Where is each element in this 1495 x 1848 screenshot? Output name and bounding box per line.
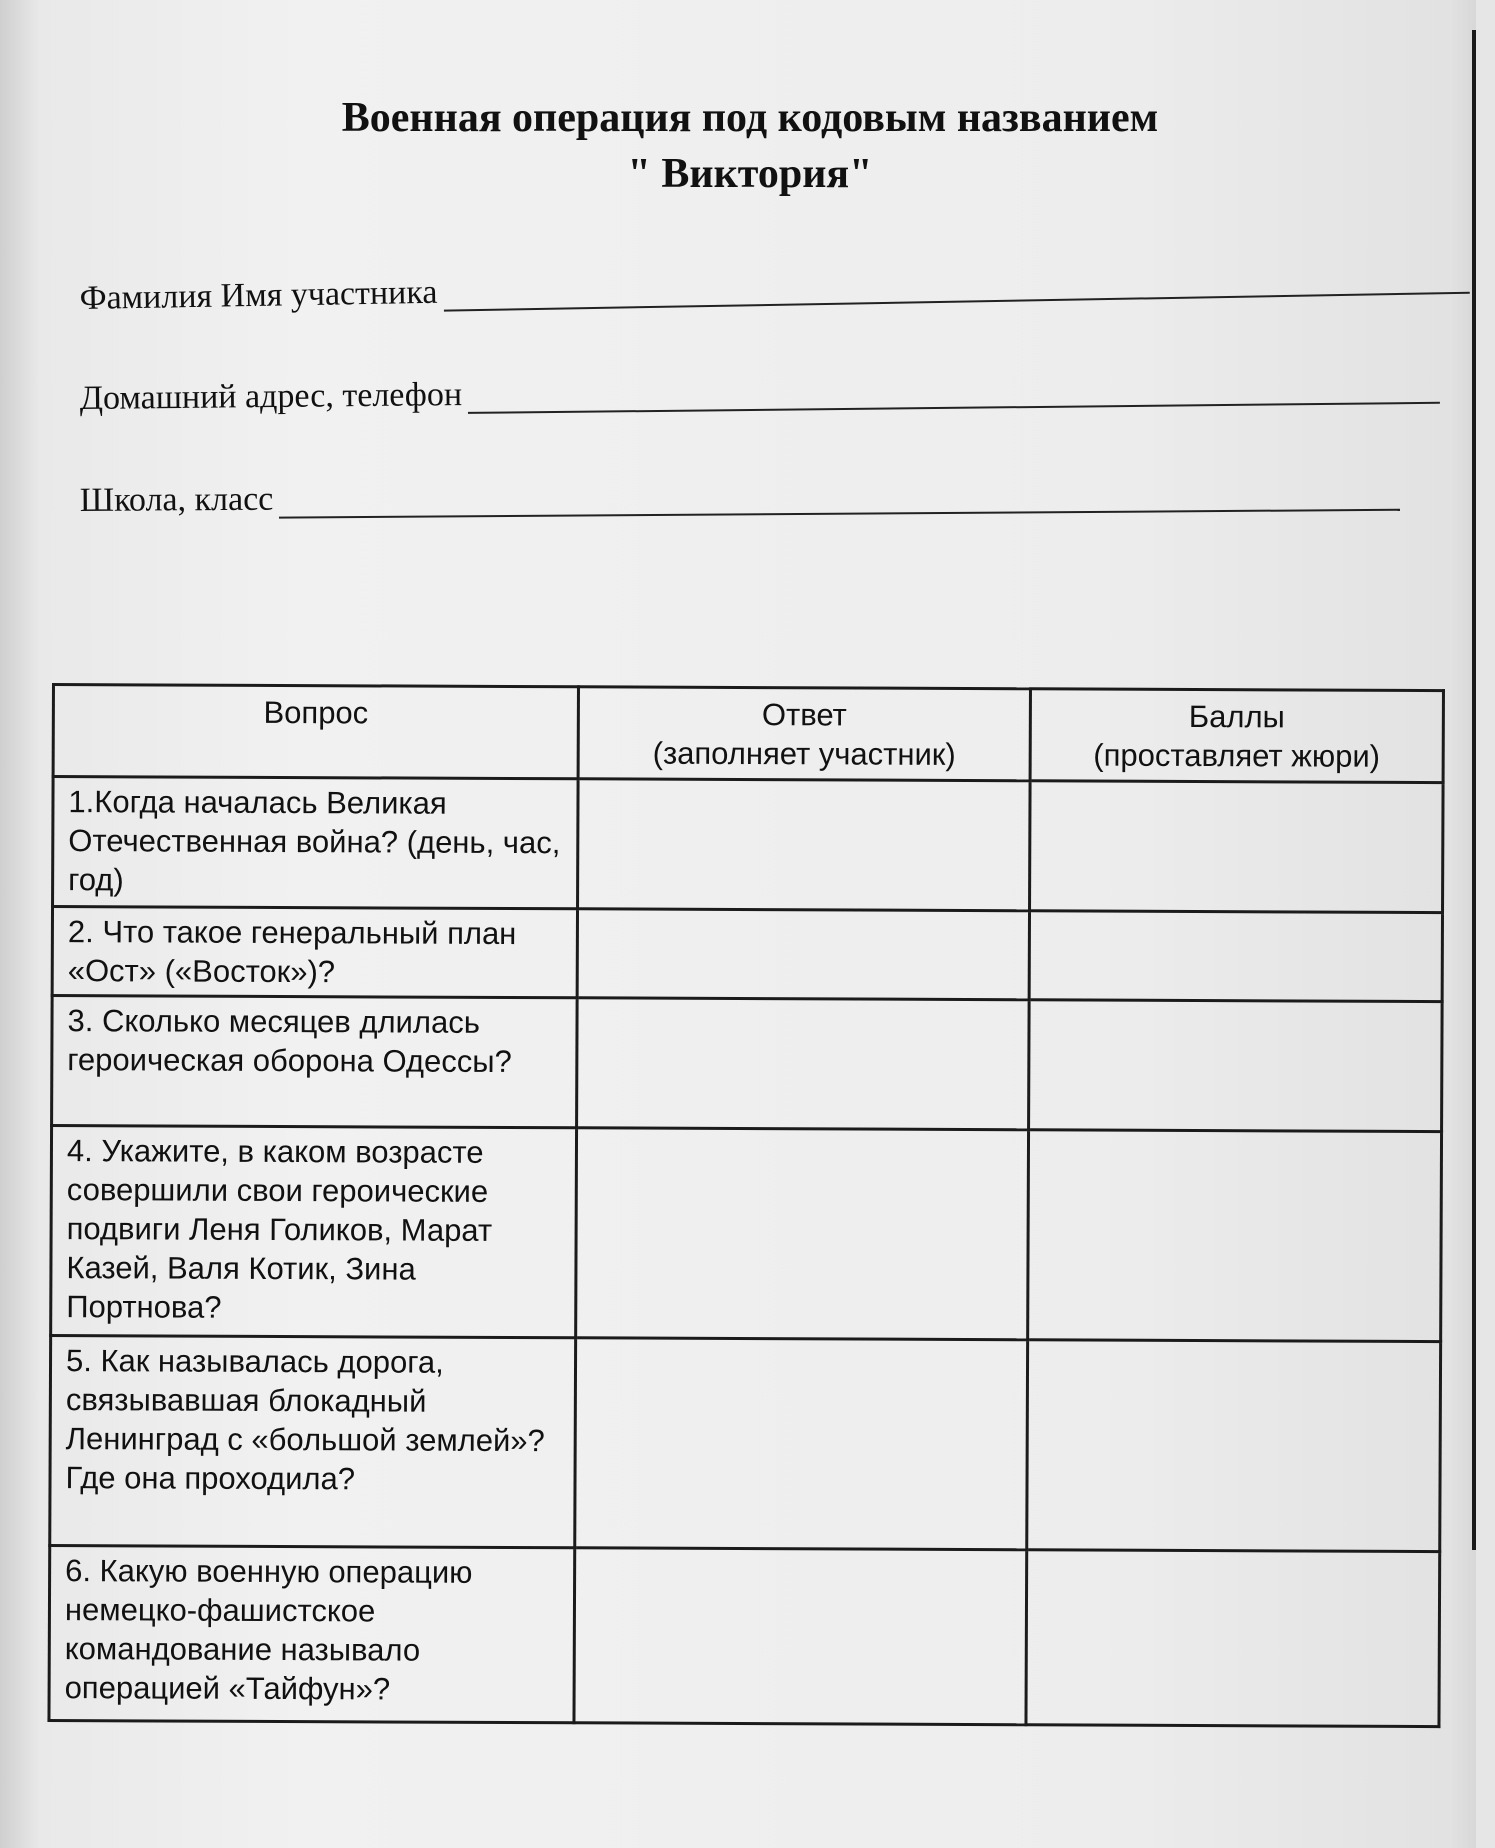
title-line-2: " Виктория" [627, 151, 873, 197]
school-class-field [80, 451, 1400, 520]
page-border-line [1472, 30, 1476, 1550]
table-row [52, 907, 1442, 1002]
score-cell[interactable] [1029, 911, 1442, 1002]
question-cell: 1.Когда началась Великая Отечественная война? (день, час, год) [53, 777, 579, 909]
school-class-blank[interactable] [279, 473, 1400, 519]
score-cell[interactable] [1029, 1000, 1443, 1132]
question-cell: 2. Что такое генеральный план «Ост» («Восток»)? [52, 907, 577, 998]
participant-name-label: Фамилия Имя участника [79, 273, 438, 318]
score-cell[interactable] [1027, 1340, 1441, 1552]
question-cell: 3. Сколько месяцев длилась героическая оборона Одессы? [52, 996, 578, 1128]
table-row [50, 1336, 1441, 1552]
score-cell[interactable] [1026, 1550, 1440, 1727]
header-score: Баллы (проставляет жюри) [1030, 689, 1443, 783]
table-row [53, 777, 1444, 913]
answer-cell[interactable] [574, 1548, 1027, 1725]
table-header-row [53, 685, 1443, 783]
answer-cell[interactable] [578, 779, 1031, 911]
quiz-table [47, 683, 1445, 1728]
table-row [49, 1545, 1440, 1726]
question-cell: 5. Как называлась дорога, связывавшая блокадный Ленинград с «большой землей»? Где она проходила? [50, 1336, 576, 1548]
header-question: Вопрос [53, 685, 578, 779]
question-cell: 4. Укажите, в каком возрасте совершили свои героические подвиги Леня Голиков, Марат Казей, Валя Котик, Зина Портнова? [51, 1126, 577, 1338]
score-cell[interactable] [1030, 781, 1444, 913]
header-answer: Ответ (заполняет участник) [578, 687, 1030, 781]
table-row [52, 996, 1443, 1132]
address-phone-label: Домашний адрес, телефон [79, 375, 463, 418]
answer-cell[interactable] [576, 1128, 1029, 1340]
table-row [51, 1126, 1442, 1342]
page-edge [1476, 0, 1495, 1848]
answer-cell[interactable] [575, 1338, 1028, 1550]
score-cell[interactable] [1028, 1130, 1442, 1342]
document-title [200, 90, 1300, 202]
school-class-label: Школа, класс [79, 480, 274, 519]
title-line-1: Военная операция под кодовым названием [341, 95, 1159, 141]
answer-cell[interactable] [577, 909, 1029, 1000]
answer-cell[interactable] [577, 998, 1030, 1130]
question-cell: 6. Какую военную операцию немецко-фашистское командование называло операцией «Тайфун»? [49, 1545, 575, 1722]
